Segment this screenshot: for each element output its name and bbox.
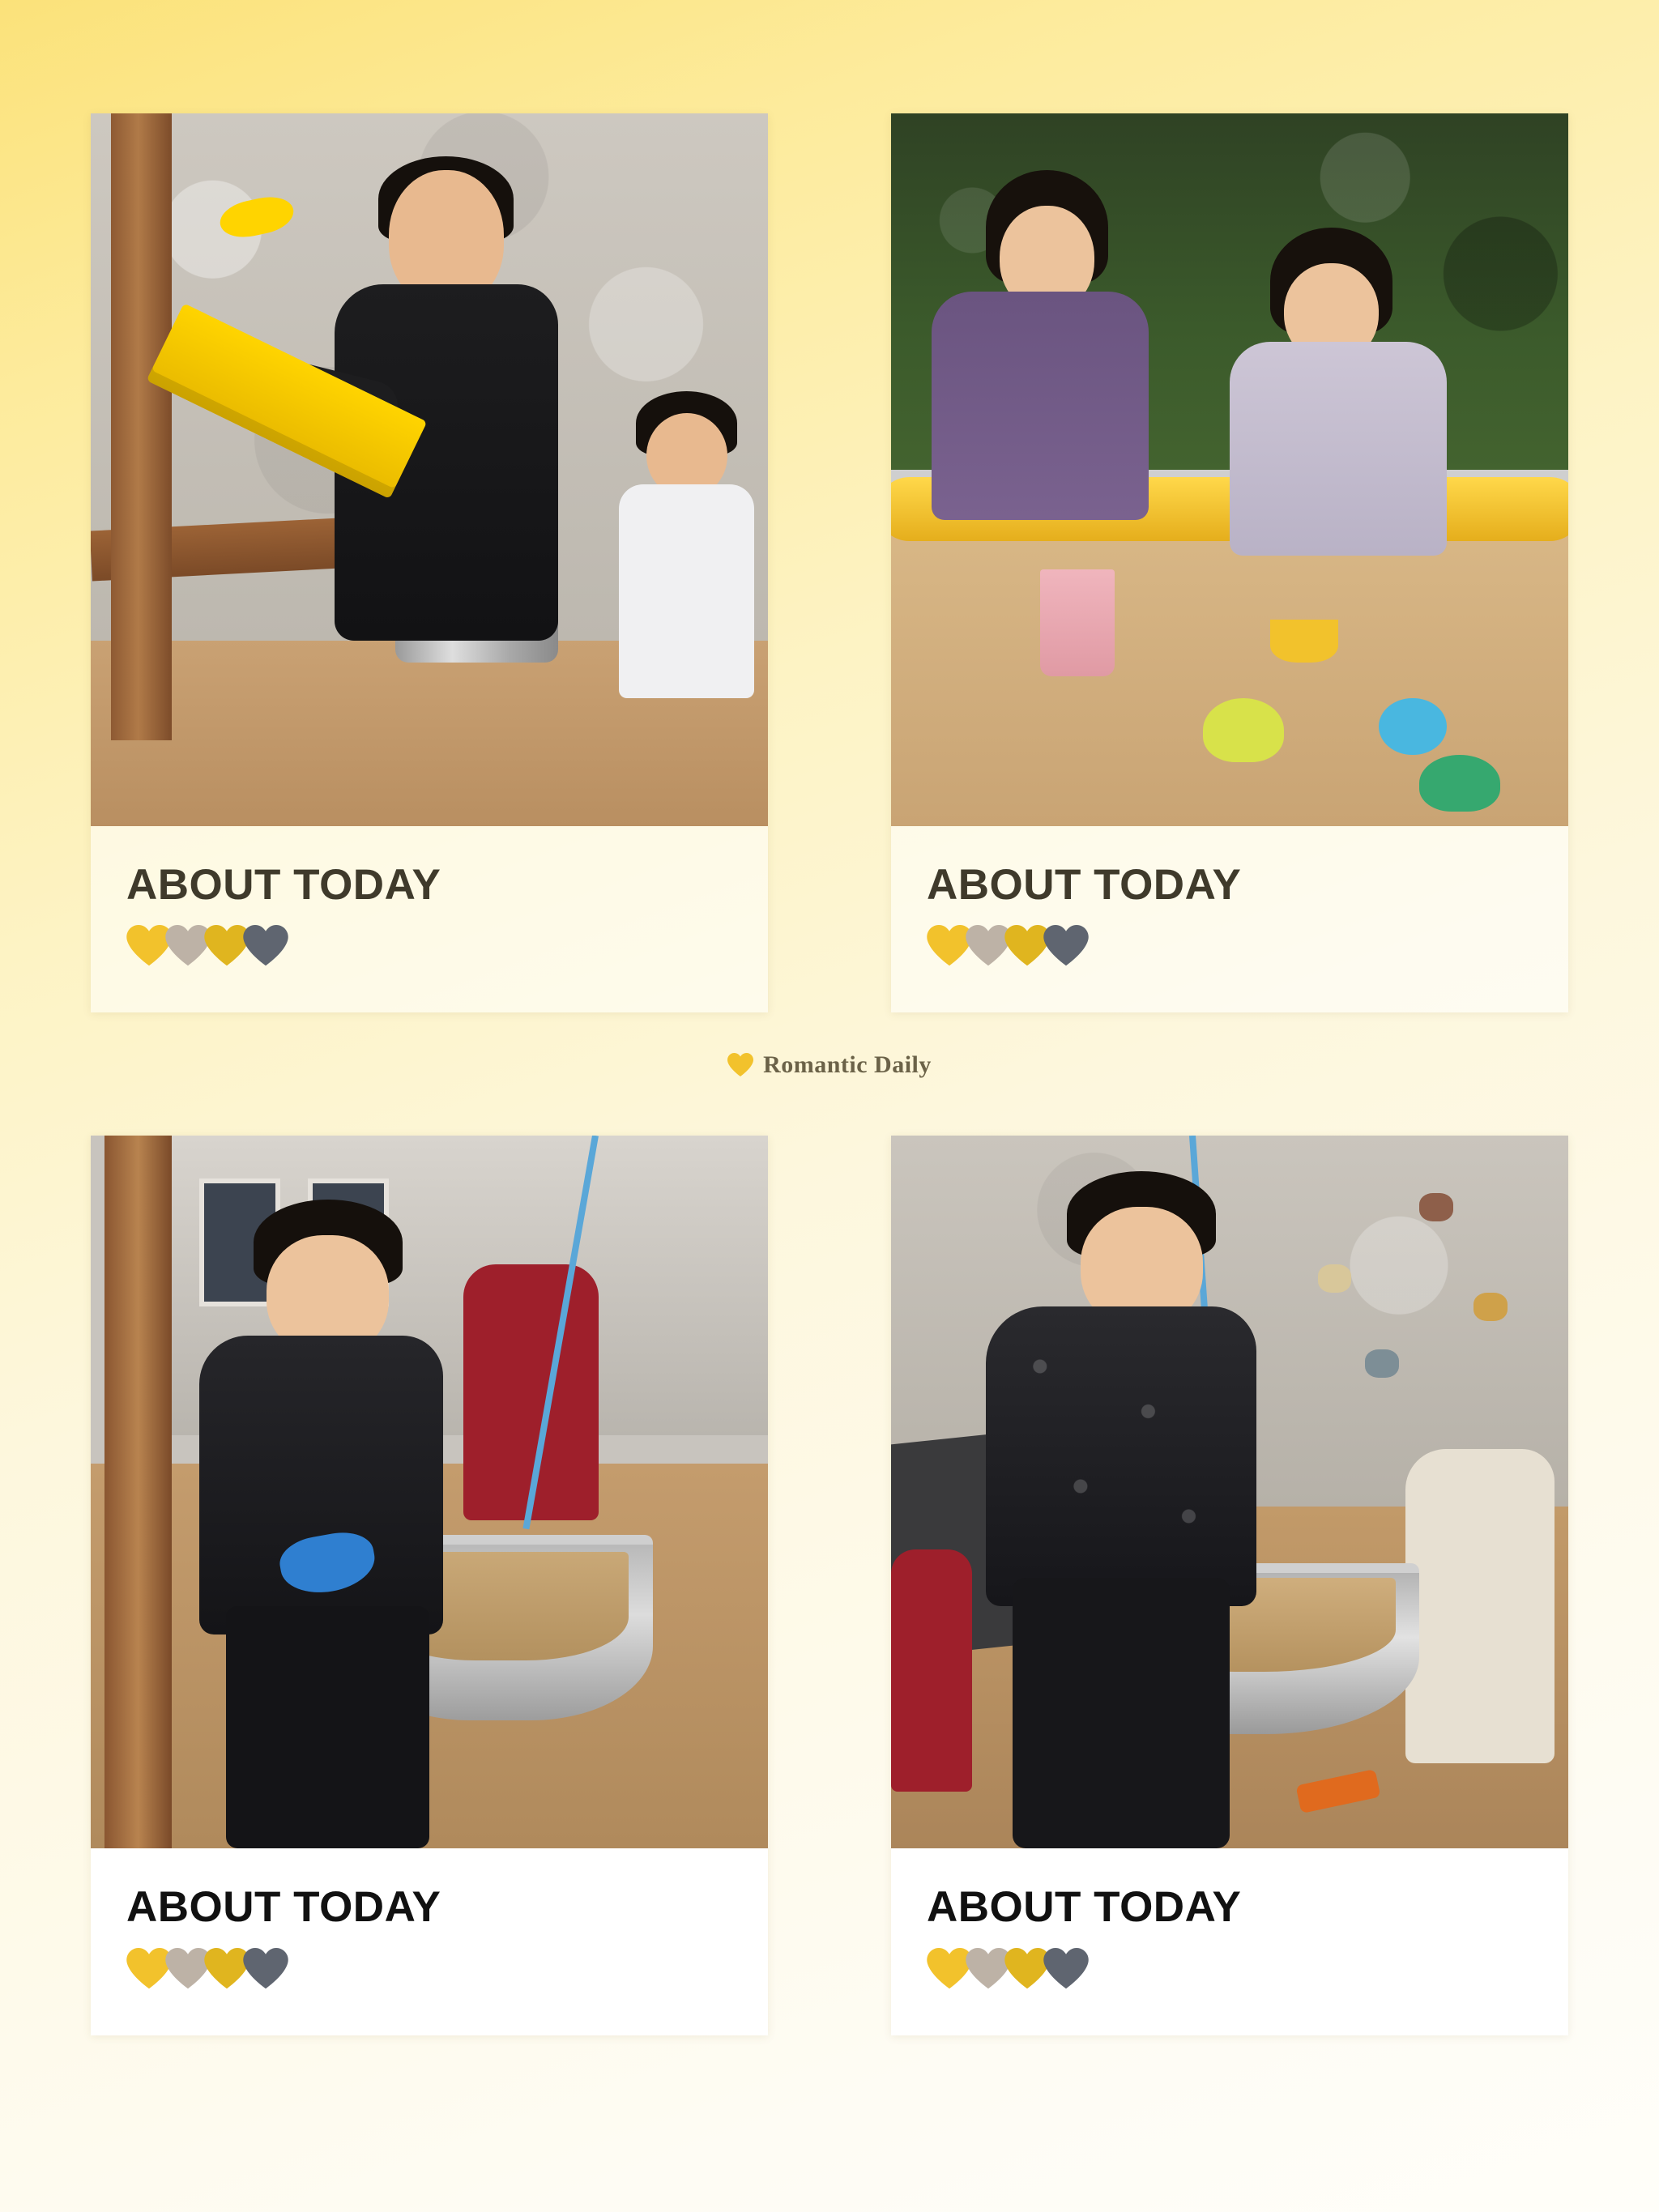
photo-card-1[interactable] (91, 113, 768, 1012)
photo-2-scene (891, 113, 1568, 826)
divider-label-group (727, 1051, 932, 1079)
photo-4-scene (891, 1136, 1568, 1848)
heart-rating-3 (126, 1948, 732, 1990)
caption-1 (91, 826, 768, 1012)
caption-2 (891, 826, 1568, 1012)
photo-3 (91, 1136, 768, 1848)
card-title: ABOUT TODAY (126, 861, 441, 909)
photo-card-2[interactable] (891, 113, 1568, 1012)
caption-4 (891, 1848, 1568, 2035)
heart-rating-1 (126, 925, 732, 967)
divider (91, 1012, 1568, 1087)
card-row-bottom (91, 1087, 1568, 2035)
card-row-top (91, 0, 1568, 1012)
heart-rating-2 (927, 925, 1533, 967)
divider-label: Romantic Daily (763, 1051, 932, 1079)
photo-3-scene (91, 1136, 768, 1848)
card-title: ABOUT TODAY (126, 1883, 441, 1932)
photo-card-4[interactable] (891, 1136, 1568, 2035)
photo-1 (91, 113, 768, 826)
heart-icon (1043, 1948, 1089, 1990)
heart-icon (727, 1053, 753, 1077)
heart-icon (1043, 925, 1089, 967)
photo-4 (891, 1136, 1568, 1848)
photo-1-scene (91, 113, 768, 826)
heart-icon (243, 925, 288, 967)
photo-2 (891, 113, 1568, 826)
photo-card-3[interactable] (91, 1136, 768, 2035)
card-title: ABOUT TODAY (927, 861, 1242, 909)
card-title: ABOUT TODAY (927, 1883, 1242, 1932)
caption-3 (91, 1848, 768, 2035)
heart-icon (243, 1948, 288, 1990)
heart-rating-4 (927, 1948, 1533, 1990)
